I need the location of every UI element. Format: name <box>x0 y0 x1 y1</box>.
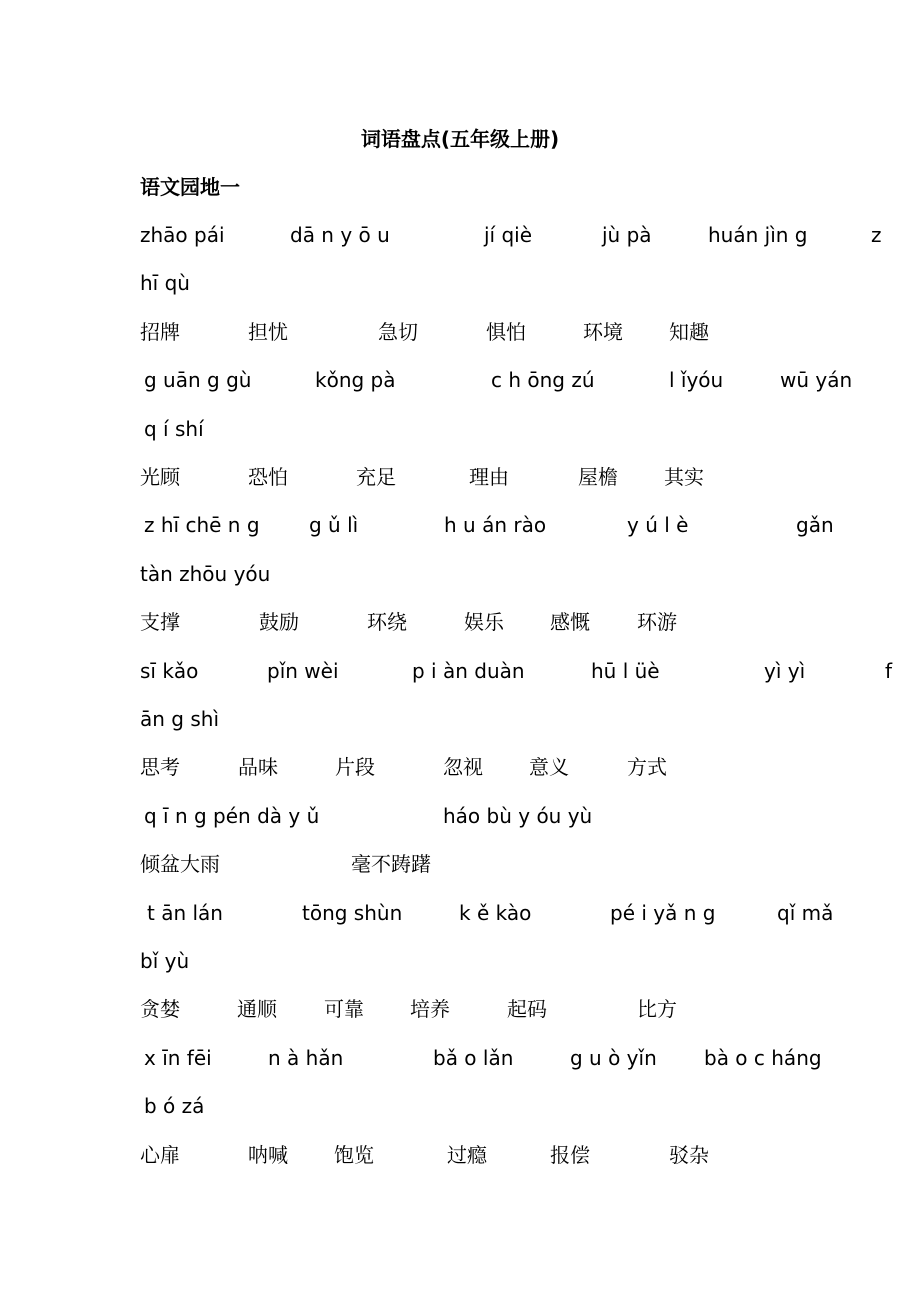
text-line <box>0 898 920 928</box>
word-entry: 可靠 <box>324 997 364 1022</box>
text-line <box>0 414 920 444</box>
document-title: 词语盘点(五年级上册) <box>360 127 560 151</box>
word-entry: 感慨 <box>550 610 590 635</box>
word-entry: bà o c háng <box>704 1045 822 1070</box>
word-entry: 通顺 <box>237 997 277 1022</box>
word-entry: jí qiè <box>484 223 533 247</box>
text-line <box>0 994 920 1024</box>
word-entry: n à hǎn <box>268 1045 344 1070</box>
word-entry: 招牌 <box>140 319 180 344</box>
word-entry: tàn zhōu yóu <box>140 561 271 586</box>
word-entry: pé i yǎ n g <box>610 900 716 925</box>
word-entry: 心扉 <box>140 1142 180 1167</box>
word-entry: 理由 <box>469 465 509 489</box>
word-entry: l ǐyóu <box>669 368 724 393</box>
word-entry: 忽视 <box>443 755 483 780</box>
word-entry: 意义 <box>529 755 569 780</box>
text-line <box>0 607 920 637</box>
text-line <box>0 752 920 782</box>
word-entry: 屋檐 <box>578 465 618 489</box>
word-entry: háo bù y óu yù <box>443 803 593 828</box>
word-entry: 担忧 <box>248 319 288 344</box>
word-entry: 鼓励 <box>259 610 299 635</box>
word-entry: 惧怕 <box>486 319 526 344</box>
section-heading: 语文园地一 <box>140 175 240 199</box>
text-line <box>0 559 920 589</box>
word-entry: q í shí <box>144 416 204 441</box>
word-entry: 其实 <box>664 465 704 489</box>
word-entry: 过瘾 <box>447 1142 487 1167</box>
word-entry: qǐ mǎ <box>777 900 834 925</box>
word-entry: 片段 <box>335 755 375 780</box>
word-entry: 饱览 <box>334 1142 374 1167</box>
word-entry: 贪婪 <box>140 997 180 1022</box>
word-entry: 急切 <box>378 319 418 344</box>
word-entry: sī kǎo <box>140 658 199 683</box>
text-line <box>0 656 920 686</box>
word-entry: pǐn wèi <box>267 658 339 683</box>
word-entry: jù pà <box>602 223 652 247</box>
word-entry: 呐喊 <box>248 1142 288 1167</box>
text-line <box>0 1091 920 1121</box>
text-line <box>0 462 920 492</box>
word-entry: g ǔ lì <box>309 513 359 538</box>
text-line <box>0 510 920 540</box>
word-entry: g uān g gù <box>144 368 252 393</box>
text-line <box>0 268 920 298</box>
text-line <box>0 317 920 347</box>
word-entry: bǐ yù <box>140 949 190 973</box>
word-entry: zhāo pái <box>140 223 225 247</box>
text-line <box>0 365 920 395</box>
word-entry: 恐怕 <box>248 465 288 489</box>
word-entry: h u án rào <box>444 513 547 538</box>
word-entry: 方式 <box>627 755 667 780</box>
word-entry: ān g shì <box>140 707 219 731</box>
word-entry: z <box>871 223 882 247</box>
word-entry: 支撑 <box>140 610 180 635</box>
text-line <box>0 801 920 831</box>
word-entry: kǒng pà <box>315 368 396 393</box>
word-entry: 倾盆大雨 <box>140 852 220 877</box>
word-entry: dā n y ō u <box>290 223 390 247</box>
word-entry: 比方 <box>637 997 677 1022</box>
word-entry: g u ò yǐn <box>570 1045 657 1070</box>
word-entry: z hī chē n g <box>144 513 260 538</box>
text-line <box>0 946 920 976</box>
word-entry: 环境 <box>583 319 623 344</box>
word-entry: 充足 <box>356 465 396 489</box>
word-entry: wū yán <box>780 368 853 393</box>
word-entry: 环游 <box>637 610 677 635</box>
word-entry: c h ōng zú <box>491 368 595 393</box>
word-entry: 光顾 <box>140 465 180 489</box>
word-entry: q ī n g pén dà y ǔ <box>144 803 320 828</box>
word-entry: 毫不踌躇 <box>351 852 431 877</box>
word-entry: x īn fēi <box>144 1045 212 1070</box>
text-line <box>0 849 920 879</box>
word-entry: hī qù <box>140 271 190 296</box>
word-entry: tōng shùn <box>302 900 403 925</box>
word-entry: yì yì <box>764 658 806 683</box>
word-entry: p i àn duàn <box>412 658 525 683</box>
word-entry: t ān lán <box>147 900 223 925</box>
word-entry: 起码 <box>507 997 547 1022</box>
word-entry: huán jìn g <box>708 223 808 247</box>
text-line <box>0 1140 920 1170</box>
word-entry: bǎ o lǎn <box>433 1045 514 1070</box>
text-line <box>0 704 920 734</box>
word-entry: 娱乐 <box>464 610 504 635</box>
word-entry: 知趣 <box>669 319 709 344</box>
word-entry: hū l üè <box>591 658 660 683</box>
word-entry: f <box>885 658 893 683</box>
word-entry: 驳杂 <box>669 1142 709 1167</box>
word-entry: 思考 <box>140 755 180 780</box>
word-entry: 环绕 <box>367 610 407 635</box>
word-entry: 培养 <box>410 997 450 1022</box>
word-entry: gǎn <box>796 513 834 538</box>
word-entry: b ó zá <box>144 1094 205 1119</box>
word-entry: 报偿 <box>550 1142 590 1167</box>
text-line <box>0 220 920 250</box>
word-entry: k ě kào <box>459 900 532 925</box>
word-entry: 品味 <box>238 755 278 780</box>
text-line <box>0 1043 920 1073</box>
word-entry: y ú l è <box>627 513 689 538</box>
